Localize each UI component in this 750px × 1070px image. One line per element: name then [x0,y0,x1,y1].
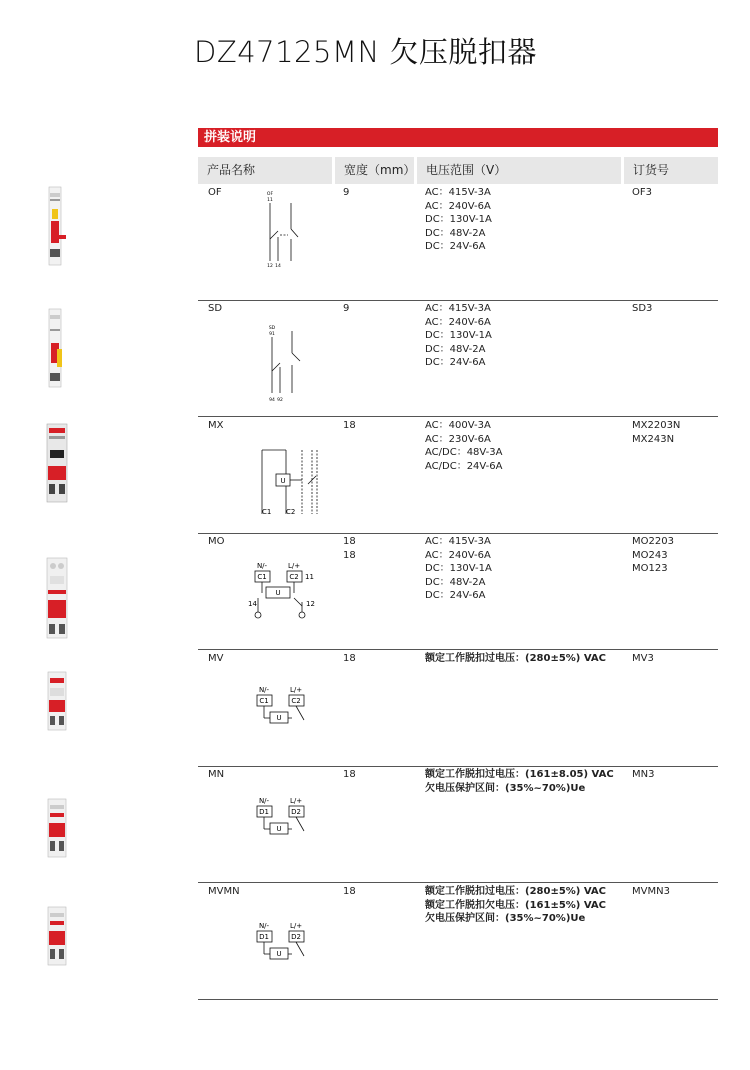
order-number [632,885,670,899]
wiring-diagram-sd [258,323,308,403]
voltage-range [425,652,606,666]
voltage-range-line: DC：48V-2A [425,343,486,355]
terminal-label: C1 [257,573,267,581]
voltage-range-line: 欠电压保护区间：(35%~70%)Ue [425,782,586,794]
voltage-range-line: DC：48V-2A [425,576,486,588]
order-number [632,302,652,316]
voltage-range-line: AC：240V-6A [425,200,491,212]
section-header: 拼装说明 [198,128,718,147]
terminal-label: L/+ [287,562,301,570]
width-value: 18 [343,653,356,664]
voltage-range-line: AC：415V-3A [425,187,491,198]
voltage-range-line: AC/DC：24V-6A [425,460,503,472]
order-number [632,419,680,446]
width-value: 9 [343,303,350,314]
terminal-label: N/- [258,922,270,930]
terminal-label: N/- [258,686,270,694]
product-width [343,535,356,562]
wiring-diagram-mo [242,560,326,622]
terminal-label: 14 [275,264,281,269]
wiring-diagram-mvmn [250,920,316,962]
product-width [343,186,349,200]
product-name: MX [208,420,224,431]
width-value: 18 [343,886,356,897]
wiring-diagram-mn [250,795,316,837]
terminal-label: 14 [248,600,257,608]
order-number-line: MX2203N [632,420,681,431]
wiring-diagram-of [258,187,308,269]
terminal-label: U [276,825,282,833]
column-header-width: 宽度（mm） [335,157,414,184]
voltage-range-line: DC：24V-6A [425,241,486,253]
terminal-label: U [280,477,286,485]
order-number-line: MO2203 [632,536,674,547]
wiring-diagram-mv [250,684,316,726]
symbol-label-of: OF [266,192,274,197]
table-header [198,157,718,184]
terminal-label: C1 [259,697,269,705]
terminal-label: D1 [259,933,269,941]
order-number-line: MO243 [632,549,668,561]
voltage-range-line: DC：48V-2A [425,227,486,239]
terminal-label: 12 [267,264,273,269]
voltage-range-line: DC：130V-1A [425,214,492,226]
order-number [632,652,654,666]
width-value: 9 [343,187,350,198]
width-value: 18 [343,549,356,561]
terminal-label: U [276,950,282,958]
product-width [343,768,356,782]
order-number-line: SD3 [632,303,653,314]
terminal-label: 91 [269,332,275,337]
terminal-label: 11 [305,573,314,581]
terminal-label: C1 [262,508,272,516]
width-value: 18 [343,420,356,431]
terminal-label: L/+ [289,797,303,805]
terminal-label: C2 [286,508,296,516]
product-image-sd [44,307,66,389]
product-width [343,302,349,316]
product-width [343,885,356,899]
order-number-line: MV3 [632,653,654,664]
voltage-range-line: AC/DC：48V-3A [425,447,503,459]
order-number [632,535,674,576]
width-value: 18 [343,769,356,780]
product-image-mvmn [44,905,70,967]
voltage-range [425,885,606,926]
terminal-label: C2 [291,697,301,705]
product-image-mx [44,422,70,504]
product-name: MN [208,769,225,780]
voltage-range-line: AC：415V-3A [425,303,491,314]
order-number-line: MVMN3 [632,886,670,897]
product-name: OF [208,187,222,198]
voltage-range-line: 额定工作脱扣过电压：(161±8.05) VAC [425,769,614,780]
width-value: 18 [343,536,356,547]
voltage-range-line: 额定工作脱扣过电压：(280±5%) VAC [425,653,606,664]
terminal-label: 12 [306,600,315,608]
voltage-range-line: AC：415V-3A [425,536,491,547]
voltage-range-line: 额定工作脱扣欠电压：(161±5%) VAC [425,899,606,911]
voltage-range-line: 欠电压保护区间：(35%~70%)Ue [425,913,586,925]
order-number-line: MN3 [632,769,655,780]
order-number [632,768,654,782]
terminal-label: U [276,714,282,722]
terminal-label: D1 [259,808,269,816]
wiring-diagram-mx [258,446,330,518]
voltage-range [425,535,492,603]
voltage-range-line: DC：24V-6A [425,590,486,602]
terminal-label: 94 [269,398,275,403]
terminal-label: D2 [291,808,301,816]
terminal-label: L/+ [289,922,303,930]
terminal-label: C2 [289,573,299,581]
product-width [343,652,356,666]
voltage-range [425,419,503,473]
voltage-range-line: AC：240V-6A [425,549,491,561]
product-name: MVMN [208,886,240,897]
product-name: MO [208,536,225,547]
order-number-line: MX243N [632,433,675,445]
voltage-range [425,302,492,370]
voltage-range-line: AC：230V-6A [425,433,491,445]
terminal-label: N/- [258,797,270,805]
voltage-range-line: 额定工作脱扣过电压：(280±5%) VAC [425,886,606,897]
symbol-label-sd: SD [268,326,276,331]
order-number [632,186,652,200]
order-number-line: MO123 [632,563,668,575]
product-image-mo [44,556,70,640]
terminal-label: 11 [267,198,273,203]
product-width [343,419,356,433]
column-header-order-number: 订货号 [624,157,718,184]
product-image-mv [44,670,70,732]
page-title: DZ47125MN 欠压脱扣器 [194,35,537,69]
column-header-voltage-range: 电压范围（V） [417,157,621,184]
column-header-product-name: 产品名称 [198,157,332,184]
terminal-label: 92 [277,398,283,403]
order-number-line: OF3 [632,187,652,198]
voltage-range-line: AC：400V-3A [425,420,491,431]
voltage-range [425,768,614,795]
voltage-range-line: DC：130V-1A [425,563,492,575]
voltage-range-line: AC：240V-6A [425,316,491,328]
voltage-range-line: DC：130V-1A [425,330,492,342]
product-image-of [44,185,66,267]
product-name: MV [208,653,224,664]
terminal-label: L/+ [289,686,303,694]
voltage-range [425,186,492,254]
terminal-label: D2 [291,933,301,941]
terminal-label: N/- [256,562,268,570]
terminal-label: U [275,589,281,597]
product-image-mn [44,797,70,859]
product-name: SD [208,303,223,314]
voltage-range-line: DC：24V-6A [425,357,486,369]
